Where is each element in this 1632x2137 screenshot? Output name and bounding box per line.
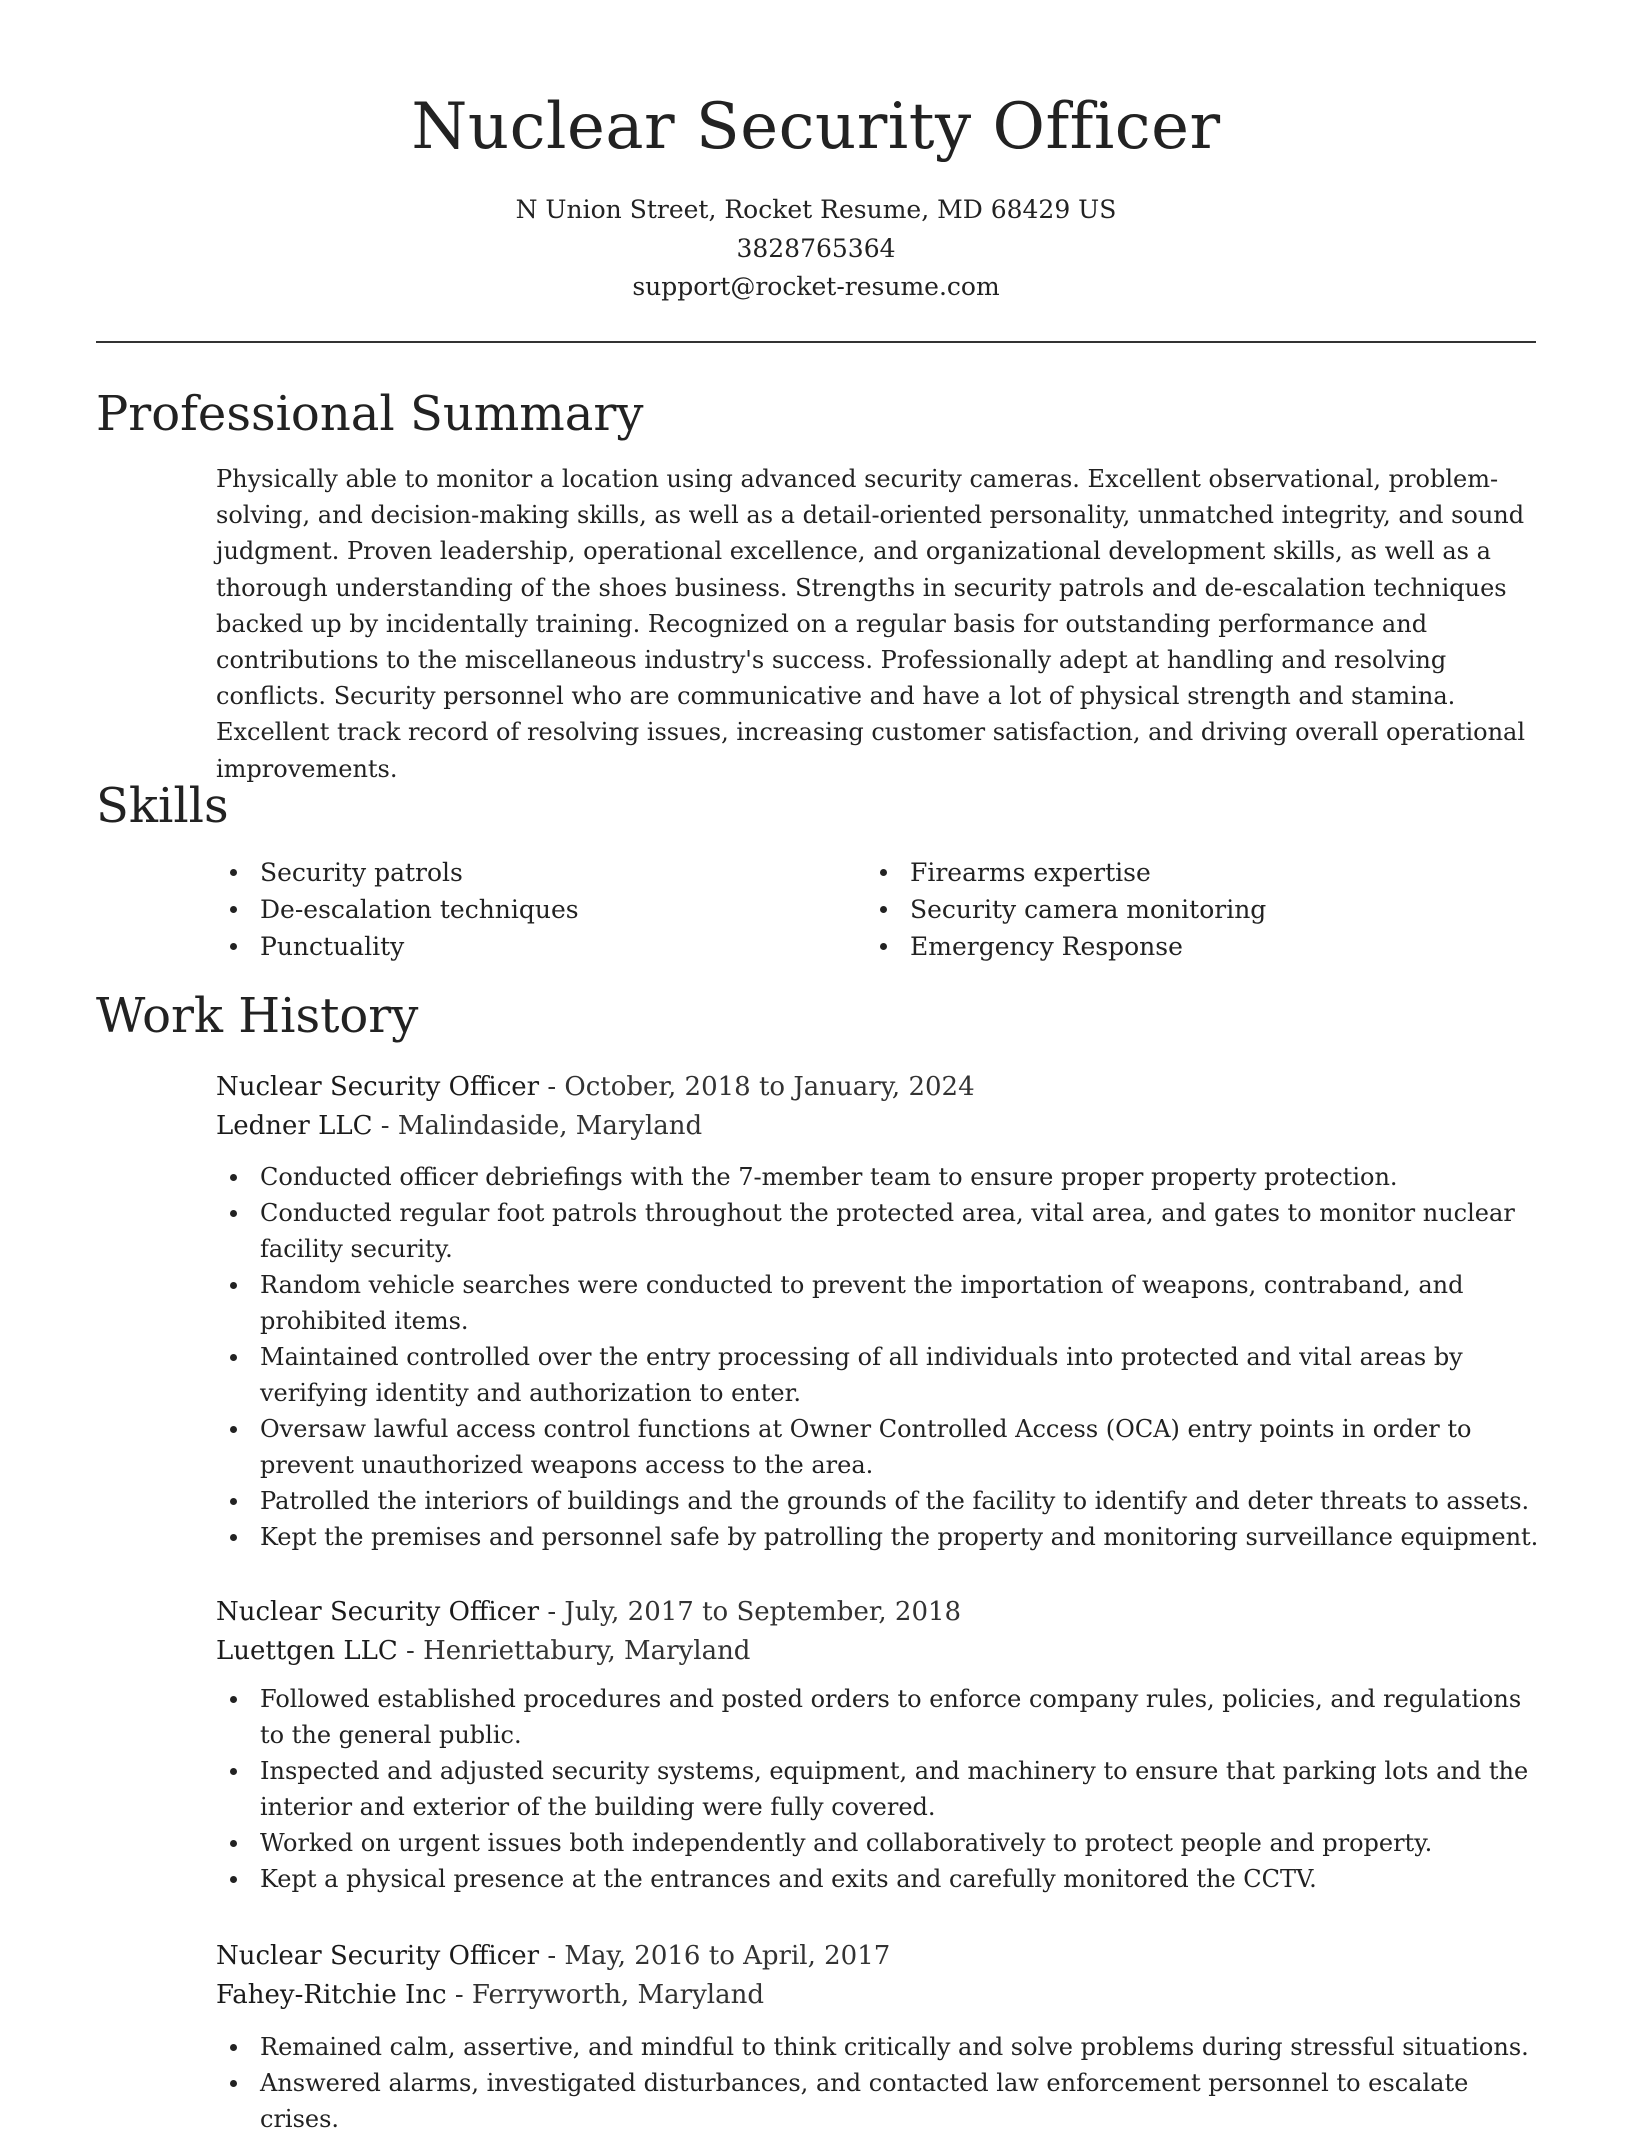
duty-item: Remained calm, assertive, and mindful to think critically and solve problems during stressful situations. [260,2029,1550,2065]
duty-item: Worked on urgent issues both independently and collaboratively to protect people and property. [260,1825,1550,1861]
job-entry [216,1068,1546,1555]
job-title-line [216,1937,1546,1976]
job-company-line [216,1107,1546,1146]
job-title: Nuclear Security Officer [216,1072,540,1102]
work-history-heading: Work History [96,988,419,1044]
job-dates: October, 2018 to January, 2024 [564,1072,975,1102]
skill-item: Security patrols [260,854,820,891]
duty-item: Kept a physical presence at the entrances and exits and carefully monitored the CCTV. [260,1861,1550,1897]
skills-list-left [260,854,820,965]
duty-item: Conducted officer debriefings with the 7-member team to ensure proper property protection. [260,1159,1550,1195]
duty-item: Random vehicle searches were conducted to prevent the importation of weapons, contraband, and prohibited items. [260,1267,1550,1339]
skill-item: De-escalation techniques [260,891,820,928]
duty-item: Inspected and adjusted security systems, equipment, and machinery to ensure that parking lots and the interior and exterior of the building were fully covered. [260,1753,1550,1825]
skill-item: Firearms expertise [910,854,1470,891]
job-location: Henriettabury, Maryland [423,1636,751,1666]
job-company: Fahey-Ritchie Inc [216,1980,447,2010]
job-duties-list [260,2029,1550,2137]
job-dates: May, 2016 to April, 2017 [564,1941,891,1971]
job-entry [216,1937,1546,2137]
skill-item: Emergency Response [910,928,1470,965]
summary-text: Physically able to monitor a location using advanced security cameras. Excellent observational, problem-solving, and decision-making skills, as well as a detail-oriented personality, unmatched integrity, and sound judgment. Proven leadership, operational excellence, and organizational development skills, as well as a thorough understanding of the shoes business. Strengths in security patrols and de-escalation techniques backed up by incidentally training. Recognized on a regular basis for outstanding performance and contributions to the miscellaneous industry's success. Professionally adept at handling and resolving conflicts. Security personnel who are communicative and have a lot of physical strength and stamina. Excellent track record of resolving issues, increasing customer satisfaction, and driving overall operational improvements. [216,465,1526,783]
job-title-line [216,1068,1546,1107]
job-title: Nuclear Security Officer [216,1597,540,1627]
separator: - [372,1111,398,1141]
duty-item: Patrolled the interiors of buildings and the grounds of the facility to identify and deter threats to assets. [260,1483,1550,1519]
job-duties-list [260,1159,1550,1555]
job-location: Ferryworth, Maryland [471,1980,764,2010]
header-divider [96,341,1536,343]
separator: - [397,1636,424,1666]
summary-heading: Professional Summary [96,386,644,442]
skill-item: Security camera monitoring [910,891,1470,928]
duty-item: Conducted regular foot patrols throughout the protected area, vital area, and gates to monitor nuclear facility security. [260,1195,1550,1267]
duty-item: Kept the premises and personnel safe by patrolling the property and monitoring surveillance equipment. [260,1519,1550,1555]
contact-email: support@rocket-resume.com [632,272,1000,301]
job-company-line [216,1632,1546,1671]
job-dates: July, 2017 to September, 2018 [564,1597,962,1627]
separator: - [539,1597,565,1627]
duty-item: Maintained controlled over the entry processing of all individuals into protected and vital areas by verifying identity and authorization to enter. [260,1339,1550,1411]
skills-heading: Skills [96,778,229,834]
separator: - [539,1941,565,1971]
job-company: Luettgen LLC [216,1636,398,1666]
job-title: Nuclear Security Officer [216,1941,540,1971]
job-title-line [216,1593,1546,1632]
contact-address: N Union Street, Rocket Resume, MD 68429 US [515,195,1117,224]
separator: - [446,1980,472,2010]
separator: - [539,1072,565,1102]
resume-name: Nuclear Security Officer [411,90,1221,164]
skills-list-right [910,854,1470,965]
job-company-line [216,1976,1546,2015]
job-location: Malindaside, Maryland [397,1111,703,1141]
job-company: Ledner LLC [216,1111,373,1141]
job-entry [216,1593,1546,1897]
skill-item: Punctuality [260,928,820,965]
duty-item: Answered alarms, investigated disturbances, and contacted law enforcement personnel to escalate crises. [260,2065,1550,2137]
duty-item: Followed established procedures and posted orders to enforce company rules, policies, and regulations to the general public. [260,1681,1550,1753]
duty-item: Oversaw lawful access control functions at Owner Controlled Access (OCA) entry points in order to prevent unauthorized weapons access to the area. [260,1411,1550,1483]
contact-phone: 3828765364 [736,234,896,263]
job-duties-list [260,1681,1550,1897]
